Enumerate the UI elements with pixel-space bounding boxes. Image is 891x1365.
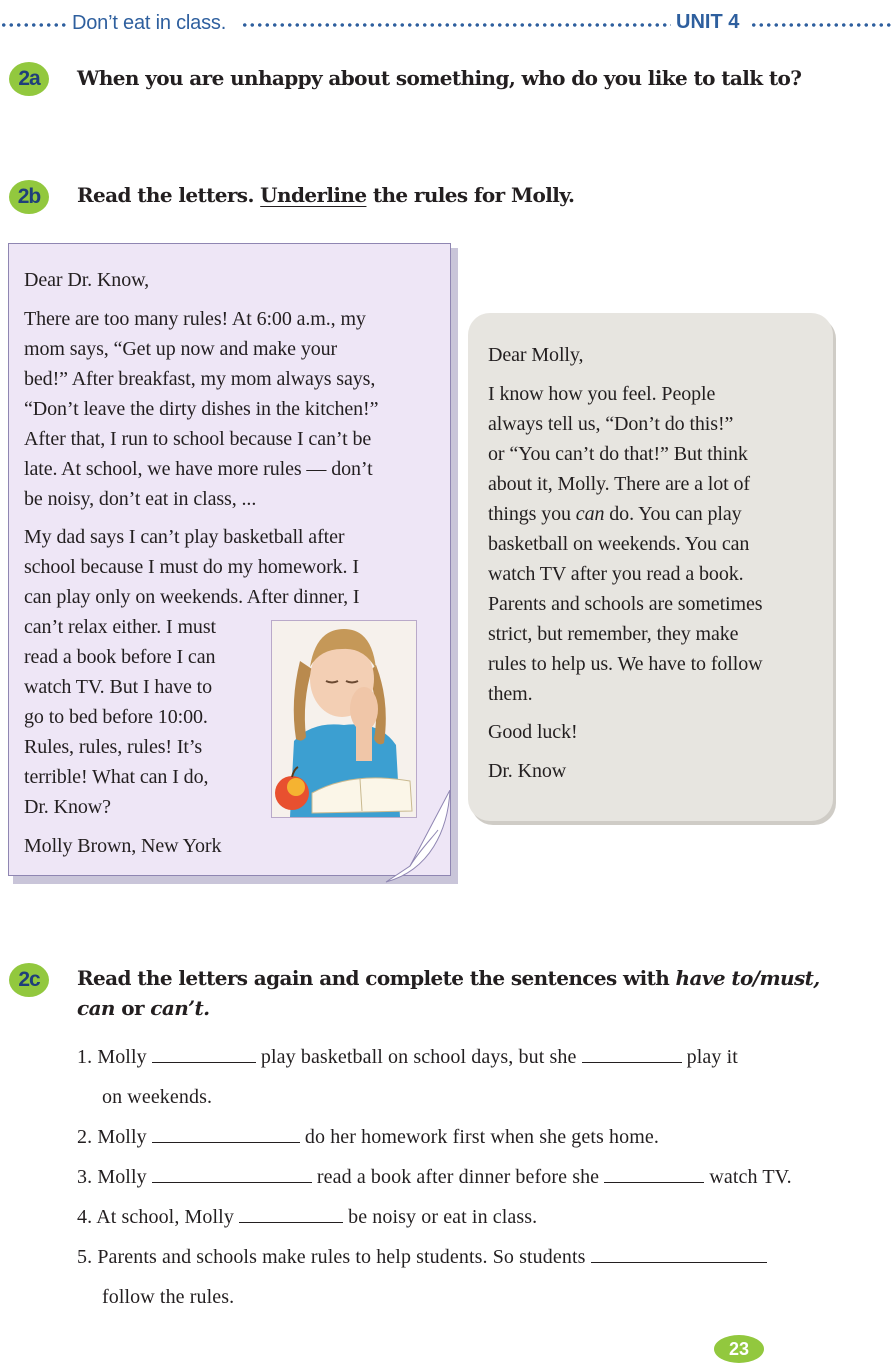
sentence-text: watch TV. (704, 1166, 792, 1188)
letter-molly-line: My dad says I can’t play basketball after (24, 526, 345, 548)
letter-molly-line: mom says, “Get up now and make your (24, 338, 338, 360)
sentence-text: Molly (97, 1126, 152, 1148)
letter-drknow-line: I know how you feel. People (488, 383, 716, 405)
letter-drknow-signature: Dr. Know (488, 760, 567, 782)
letter-molly-signature: Molly Brown, New York (24, 835, 222, 857)
instruction-text: Read the letters. (77, 183, 261, 207)
answer-blank[interactable] (152, 1164, 312, 1183)
sentence-1 (77, 1042, 738, 1072)
header-dots-middle (241, 23, 671, 27)
letter-drknow-line: always tell us, “Don’t do this!” (488, 413, 734, 435)
answer-blank[interactable] (239, 1204, 343, 1223)
letter-molly-salutation: Dear Dr. Know, (24, 269, 150, 291)
sentence-text: play basketball on school days, but she (255, 1046, 582, 1068)
activity-2b-instruction (77, 183, 574, 207)
sentence-number: 2. (77, 1126, 93, 1148)
answer-blank[interactable] (582, 1044, 682, 1063)
sentence-number: 1. (77, 1046, 93, 1068)
letter-molly-line: After that, I run to school because I can’t be (24, 428, 372, 450)
letter-drknow-line: about it, Molly. There are a lot of (488, 473, 750, 495)
letter-molly-line: terrible! What can I do, (24, 766, 209, 788)
letter-molly-line: “Don’t leave the dirty dishes in the kitchen!” (24, 398, 379, 420)
sentence-text: At school, Molly (96, 1206, 240, 1228)
letter-molly-line: go to bed before 10:00. (24, 706, 208, 728)
letter-molly-line: watch TV. But I have to (24, 676, 213, 698)
letter-drknow-line: watch TV after you read a book. (488, 563, 744, 585)
activity-2c-instruction-line2 (77, 996, 210, 1020)
line-text: do. You can play (604, 503, 742, 525)
sentence-1-continued: on weekends. (102, 1086, 213, 1108)
sentence-text: Molly (97, 1166, 152, 1188)
sentence-text: read a book after dinner before she (311, 1166, 605, 1188)
sentence-number: 5. (77, 1246, 93, 1268)
letter-drknow-line: rules to help us. We have to follow (488, 653, 763, 675)
sentence-2 (77, 1122, 659, 1152)
sentence-5-continued: follow the rules. (102, 1286, 235, 1308)
header-dots-left (0, 23, 68, 27)
letter-drknow-line (488, 499, 742, 529)
letter-molly-line: can play only on weekends. After dinner, I (24, 586, 360, 608)
letter-drknow-salutation: Dear Molly, (488, 344, 584, 366)
activity-2c-instruction-line1 (77, 966, 820, 990)
instruction-text: or (114, 996, 151, 1020)
sentence-text: Parents and schools make rules to help students. So students (97, 1246, 591, 1268)
header-dots-right (750, 23, 891, 27)
letter-molly-line: can’t relax either. I must (24, 616, 216, 638)
sentence-text: Molly (97, 1046, 152, 1068)
instruction-text: Read the letters again and complete the sentences with (77, 966, 676, 990)
letter-molly-line: There are too many rules! At 6:00 a.m., my (24, 308, 366, 330)
girl-reading-photo (271, 620, 417, 818)
sentence-text: be noisy or eat in class. (343, 1206, 538, 1228)
letter-molly-line: read a book before I can (24, 646, 216, 668)
sentence-4 (77, 1202, 537, 1232)
letter-drknow-line: strict, but remember, they make (488, 623, 739, 645)
activity-badge-2c: 2c (9, 963, 49, 997)
letter-molly-line: be noisy, don’t eat in class, ... (24, 488, 257, 510)
line-text: things you (488, 503, 576, 525)
sentence-3 (77, 1162, 792, 1192)
letter-drknow-line: or “You can’t do that!” But think (488, 443, 748, 465)
letter-molly-line: school because I must do my homework. I (24, 556, 359, 578)
letter-drknow-line: them. (488, 683, 533, 705)
sentence-text: play it (681, 1046, 738, 1068)
lesson-title: Don’t eat in class. (72, 12, 227, 34)
answer-blank[interactable] (591, 1244, 767, 1263)
letter-molly-line: bed!” After breakfast, my mom always says, (24, 368, 376, 390)
sentence-number: 3. (77, 1166, 93, 1188)
answer-blank[interactable] (152, 1124, 300, 1143)
instruction-emphasis: have to/must, (675, 966, 820, 990)
sentence-5 (77, 1242, 767, 1272)
letter-drknow-line: basketball on weekends. You can (488, 533, 750, 555)
unit-label: UNIT 4 (676, 11, 740, 33)
underline-keyword: Underline (260, 183, 367, 207)
answer-blank[interactable] (152, 1044, 256, 1063)
activity-2a-question: When you are unhappy about something, who do you like to talk to? (77, 66, 802, 90)
girl-illustration (272, 621, 416, 817)
instruction-emphasis: can’t. (150, 996, 210, 1020)
letter-drknow-line: Parents and schools are sometimes (488, 593, 763, 615)
activity-badge-2b: 2b (9, 180, 49, 214)
page-header (0, 8, 891, 38)
sentence-number: 4. (77, 1206, 93, 1228)
letter-molly-line: late. At school, we have more rules — don’t (24, 458, 373, 480)
page-number-badge: 23 (714, 1335, 764, 1363)
instruction-emphasis: can (77, 996, 115, 1020)
letter-molly-line: Rules, rules, rules! It’s (24, 736, 203, 758)
sentence-text: do her homework first when she gets home. (299, 1126, 659, 1148)
answer-blank[interactable] (604, 1164, 704, 1183)
instruction-text: the rules for Molly. (366, 183, 575, 207)
letter-drknow-closing: Good luck! (488, 721, 578, 743)
emphasis-word: can (575, 503, 605, 525)
activity-badge-2a: 2a (9, 62, 49, 96)
letter-molly-line: Dr. Know? (24, 796, 111, 818)
